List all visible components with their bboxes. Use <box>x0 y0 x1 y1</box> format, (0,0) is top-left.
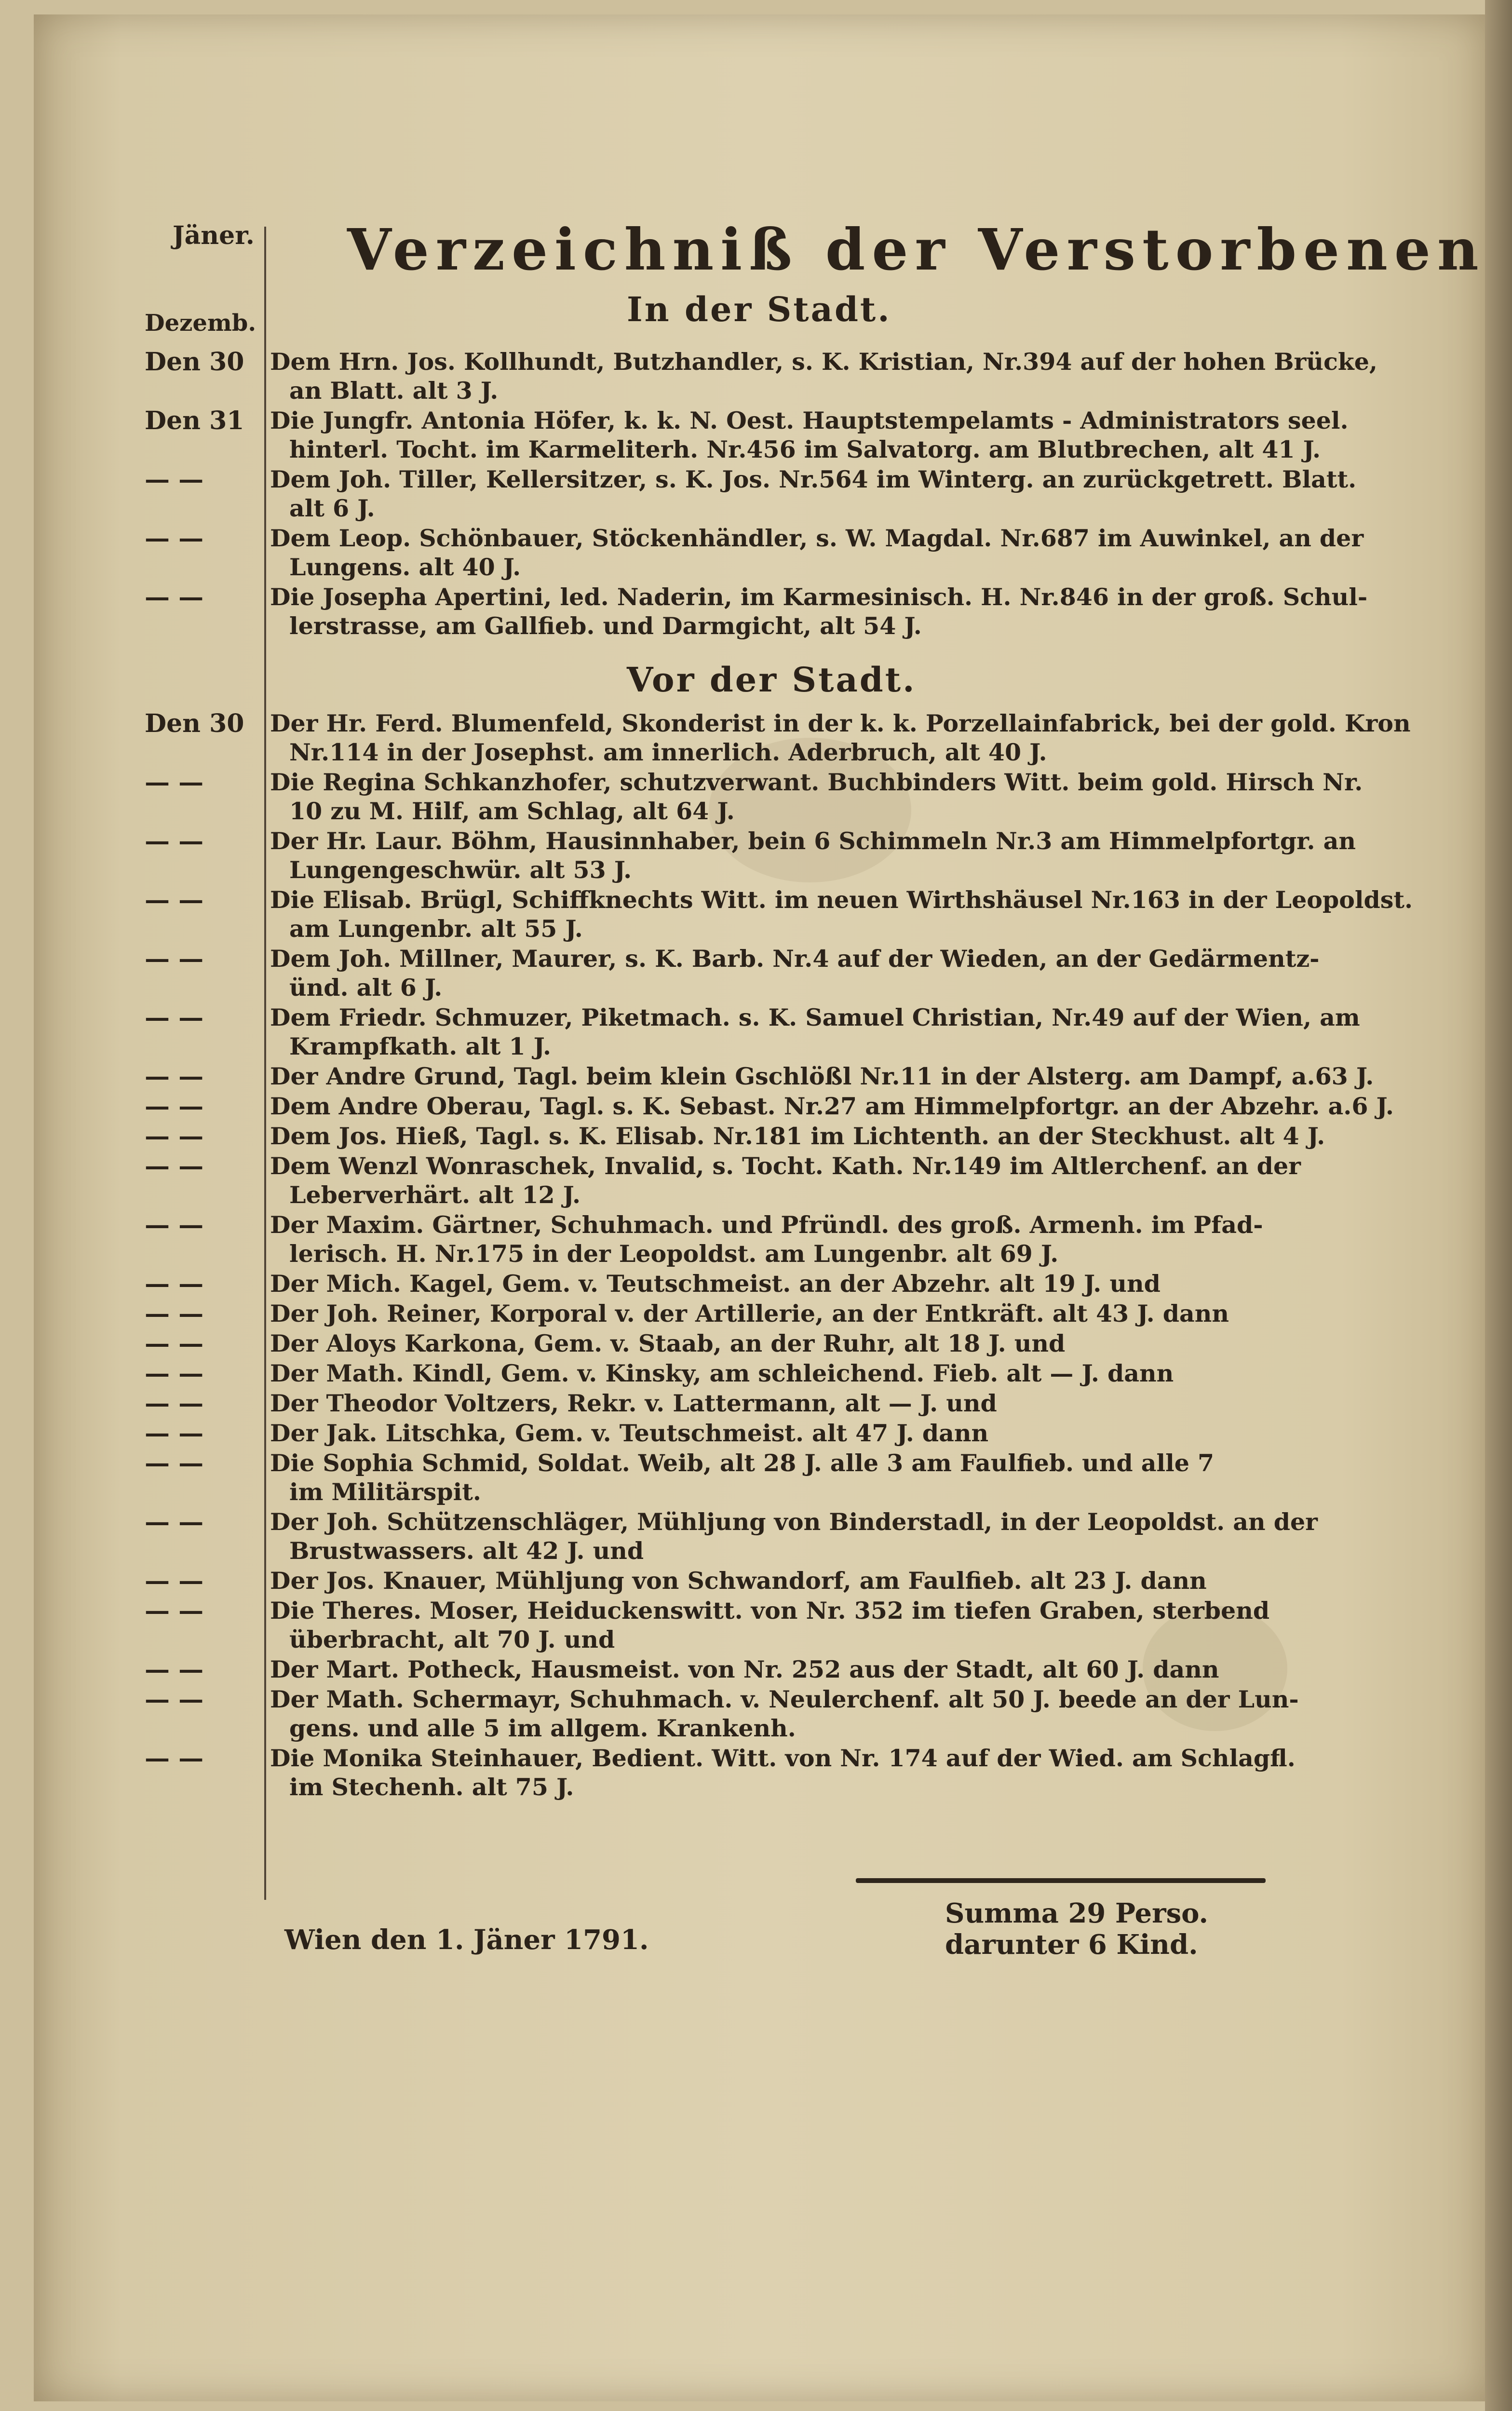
entry-line: Der Mart. Potheck, Hausmeist. von Nr. 252 aus der Stadt, alt 60 J. dann <box>270 1655 1219 1683</box>
register-entry <box>270 1389 1254 1418</box>
entry-date: — — <box>145 1507 204 1537</box>
entry-line: Dem Friedr. Schmuzer, Piketmach. s. K. Samuel Christian, Nr.49 auf der Wien, am <box>270 1003 1360 1031</box>
entry-line: alt 6 J. <box>289 494 375 522</box>
register-entry <box>270 1151 1301 1209</box>
entry-date: — — <box>145 1419 204 1448</box>
register-entry <box>270 406 1349 464</box>
entry-line: Der Hr. Laur. Böhm, Hausinnhaber, bein 6 Schimmeln Nr.3 am Himmelpfortgr. an <box>270 827 1356 855</box>
entry-line: Der Math. Kindl, Gem. v. Kinsky, am schleichend. Fieb. alt — J. dann <box>270 1359 1174 1387</box>
entry-line: an Blatt. alt 3 J. <box>289 377 499 405</box>
entry-line: Der Jak. Litschka, Gem. v. Teutschmeist. alt 47 J. dann <box>270 1419 989 1447</box>
register-entry <box>270 1419 1254 1448</box>
entry-date: — — <box>145 1389 204 1418</box>
entry-line: Der Andre Grund, Tagl. beim klein Gschlößl Nr.11 in der Alsterg. am Dampf, a.63 J. <box>270 1062 1374 1090</box>
register-entry <box>270 524 1364 582</box>
entry-line: gens. und alle 5 im allgem. Krankenh. <box>289 1714 796 1742</box>
entry-line: Dem Jos. Hieß, Tagl. s. K. Elisab. Nr.181 im Lichtenth. an der Steckhust. alt 4 J. <box>270 1122 1325 1150</box>
entry-line: Die Elisab. Brügl, Schiffknechts Witt. im neuen Wirthshäusel Nr.163 in der Leopoldst. <box>270 886 1413 914</box>
register-entry <box>270 582 1368 640</box>
register-entry <box>270 1299 1254 1328</box>
entry-date: — — <box>145 1122 204 1151</box>
register-entry <box>270 944 1320 1002</box>
section-heading-city: In der Stadt. <box>627 289 891 329</box>
entry-date: — — <box>145 582 204 612</box>
register-entry <box>270 1329 1254 1358</box>
entry-line: Die Monika Steinhauer, Bedient. Witt. von Nr. 174 auf der Wied. am Schlagfl. <box>270 1744 1296 1772</box>
entry-line: im Militärspit. <box>289 1478 481 1506</box>
entry-line: Die Regina Schkanzhofer, schutzverwant. Buchbinders Witt. beim gold. Hirsch Nr. <box>270 768 1363 796</box>
entry-date: — — <box>145 1449 204 1478</box>
entry-line: Dem Hrn. Jos. Kollhundt, Butzhandler, s. K. Kristian, Nr.394 auf der hohen Brücke, <box>270 348 1377 376</box>
summary-rule <box>856 1878 1266 1883</box>
entry-date: — — <box>145 1685 204 1714</box>
entry-line: Dem Wenzl Wonraschek, Invalid, s. Tocht. Kath. Nr.149 im Altlerchenf. an der <box>270 1152 1301 1180</box>
entry-date: Den 31 <box>145 406 244 435</box>
entry-line: Der Maxim. Gärtner, Schuhmach. und Pfründl. des groß. Armenh. im Pfad- <box>270 1211 1263 1239</box>
register-entry <box>270 1359 1254 1388</box>
page-title: Verzeichniß der Verstorbenen <box>347 216 1485 283</box>
register-entry <box>270 1122 1325 1151</box>
entry-date: — — <box>145 1329 204 1358</box>
entry-line: Der Aloys Karkona, Gem. v. Staab, an der Ruhr, alt 18 J. und <box>270 1329 1066 1357</box>
entry-date: — — <box>145 1655 204 1684</box>
register-entry <box>270 465 1357 523</box>
entry-line: Lungens. alt 40 J. <box>289 553 521 581</box>
register-entry <box>270 1092 1394 1121</box>
entry-line: Dem Joh. Millner, Maurer, s. K. Barb. Nr.4 auf der Wieden, an der Gedärmentz- <box>270 945 1320 973</box>
entry-date: — — <box>145 465 204 494</box>
entry-line: Leberverhärt. alt 12 J. <box>289 1181 581 1209</box>
entry-date: Den 30 <box>145 709 244 738</box>
entry-date: — — <box>145 768 204 797</box>
entry-line: Dem Andre Oberau, Tagl. s. K. Sebast. Nr.27 am Himmelpfortgr. an der Abzehr. a.6 J. <box>270 1092 1394 1120</box>
entry-date: — — <box>145 1092 204 1121</box>
section-heading-suburbs: Vor der Stadt. <box>627 660 917 700</box>
entry-line: Die Theres. Moser, Heiduckenswitt. von Nr. 352 im tiefen Graben, sterbend <box>270 1597 1270 1625</box>
entry-date: — — <box>145 1210 204 1240</box>
register-entry <box>270 1449 1254 1506</box>
entry-date: — — <box>145 826 204 856</box>
register-entry <box>270 1744 1296 1801</box>
entry-date: — — <box>145 1359 204 1388</box>
register-entry <box>270 768 1363 826</box>
entry-line: Dem Joh. Tiller, Kellersitzer, s. K. Jos. Nr.564 im Winterg. an zurückgetrett. Blatt. <box>270 465 1357 493</box>
month-label-december: Dezemb. <box>145 310 256 337</box>
entry-line: Der Hr. Ferd. Blumenfeld, Skonderist in der k. k. Porzellainfabrick, bei der gold. Kron <box>270 709 1411 737</box>
entry-line: Die Josepha Apertini, led. Naderin, im Karmesinisch. H. Nr.846 in der groß. Schul- <box>270 583 1368 611</box>
entry-line: Nr.114 in der Josephst. am innerlich. Aderbruch, alt 40 J. <box>289 738 1047 766</box>
entry-line: Der Joh. Reiner, Korporal v. der Artillerie, an der Entkräft. alt 43 J. dann <box>270 1300 1229 1327</box>
entry-date: — — <box>145 1744 204 1773</box>
entry-date: — — <box>145 1151 204 1181</box>
register-entry <box>270 709 1411 767</box>
entry-line: Lungengeschwür. alt 53 J. <box>289 856 632 884</box>
entry-line: lerisch. H. Nr.175 in der Leopoldst. am Lungenbr. alt 69 J. <box>289 1240 1059 1268</box>
month-label: Jäner. <box>173 221 255 250</box>
register-entry <box>270 1566 1254 1595</box>
entry-line: Der Joh. Schützenschläger, Mühljung von Binderstadl, in der Leopoldst. an der <box>270 1508 1318 1536</box>
entry-date: — — <box>145 524 204 553</box>
entry-line: hinterl. Tocht. im Karmeliterh. Nr.456 im Salvatorg. am Blutbrechen, alt 41 J. <box>289 435 1321 463</box>
entry-date: — — <box>145 1596 204 1625</box>
entry-line: am Lungenbr. alt 55 J. <box>289 915 583 943</box>
entry-date: — — <box>145 885 204 915</box>
entry-date: — — <box>145 1269 204 1299</box>
issue-date: Wien den 1. Jäner 1791. <box>284 1924 649 1956</box>
entry-line: 10 zu M. Hilf, am Schlag, alt 64 J. <box>289 797 735 825</box>
entry-date: — — <box>145 1566 204 1596</box>
entry-line: überbracht, alt 70 J. und <box>289 1625 615 1653</box>
register-entry <box>270 1210 1263 1268</box>
entry-line: Die Jungfr. Antonia Höfer, k. k. N. Oest. Hauptstempelamts - Administrators seel. <box>270 406 1349 434</box>
register-entry <box>270 885 1413 943</box>
entry-line: Der Mich. Kagel, Gem. v. Teutschmeist. an der Abzehr. alt 19 J. und <box>270 1270 1161 1298</box>
register-entry <box>270 1062 1374 1091</box>
register-entry <box>270 1269 1254 1298</box>
entry-line: Brustwassers. alt 42 J. und <box>289 1537 644 1565</box>
register-entry <box>270 1596 1270 1654</box>
register-entry <box>270 1655 1254 1684</box>
register-entry <box>270 826 1356 884</box>
summary-children: darunter 6 Kind. <box>945 1929 1198 1961</box>
entry-line: Die Sophia Schmid, Soldat. Weib, alt 28 J. alle 3 am Faulfieb. und alle 7 <box>270 1449 1215 1477</box>
summary-total: Summa 29 Perso. <box>945 1897 1208 1929</box>
entry-line: ünd. alt 6 J. <box>289 974 443 1002</box>
entry-line: Krampfkath. alt 1 J. <box>289 1032 552 1060</box>
register-entry <box>270 1685 1299 1743</box>
entry-date: — — <box>145 1003 204 1032</box>
entry-date: Den 30 <box>145 347 244 377</box>
entry-date: — — <box>145 1062 204 1091</box>
entry-line: Der Math. Schermayr, Schuhmach. v. Neulerchenf. alt 50 J. beede an der Lun- <box>270 1685 1299 1713</box>
entry-line: Der Jos. Knauer, Mühljung von Schwandorf, am Faulfieb. alt 23 J. dann <box>270 1567 1207 1595</box>
entry-date: — — <box>145 1299 204 1328</box>
entry-date: — — <box>145 944 204 974</box>
register-entry <box>270 347 1377 405</box>
date-column-rule <box>264 227 266 1900</box>
register-entry <box>270 1507 1318 1565</box>
entry-line: im Stechenh. alt 75 J. <box>289 1773 574 1801</box>
register-entry <box>270 1003 1360 1061</box>
entry-line: Der Theodor Voltzers, Rekr. v. Lattermann, alt — J. und <box>270 1389 997 1417</box>
entry-line: lerstrasse, am Gallfieb. und Darmgicht, alt 54 J. <box>289 612 922 640</box>
page-edge <box>1485 0 1512 2411</box>
entry-line: Dem Leop. Schönbauer, Stöckenhändler, s. W. Magdal. Nr.687 im Auwinkel, an der <box>270 524 1364 552</box>
